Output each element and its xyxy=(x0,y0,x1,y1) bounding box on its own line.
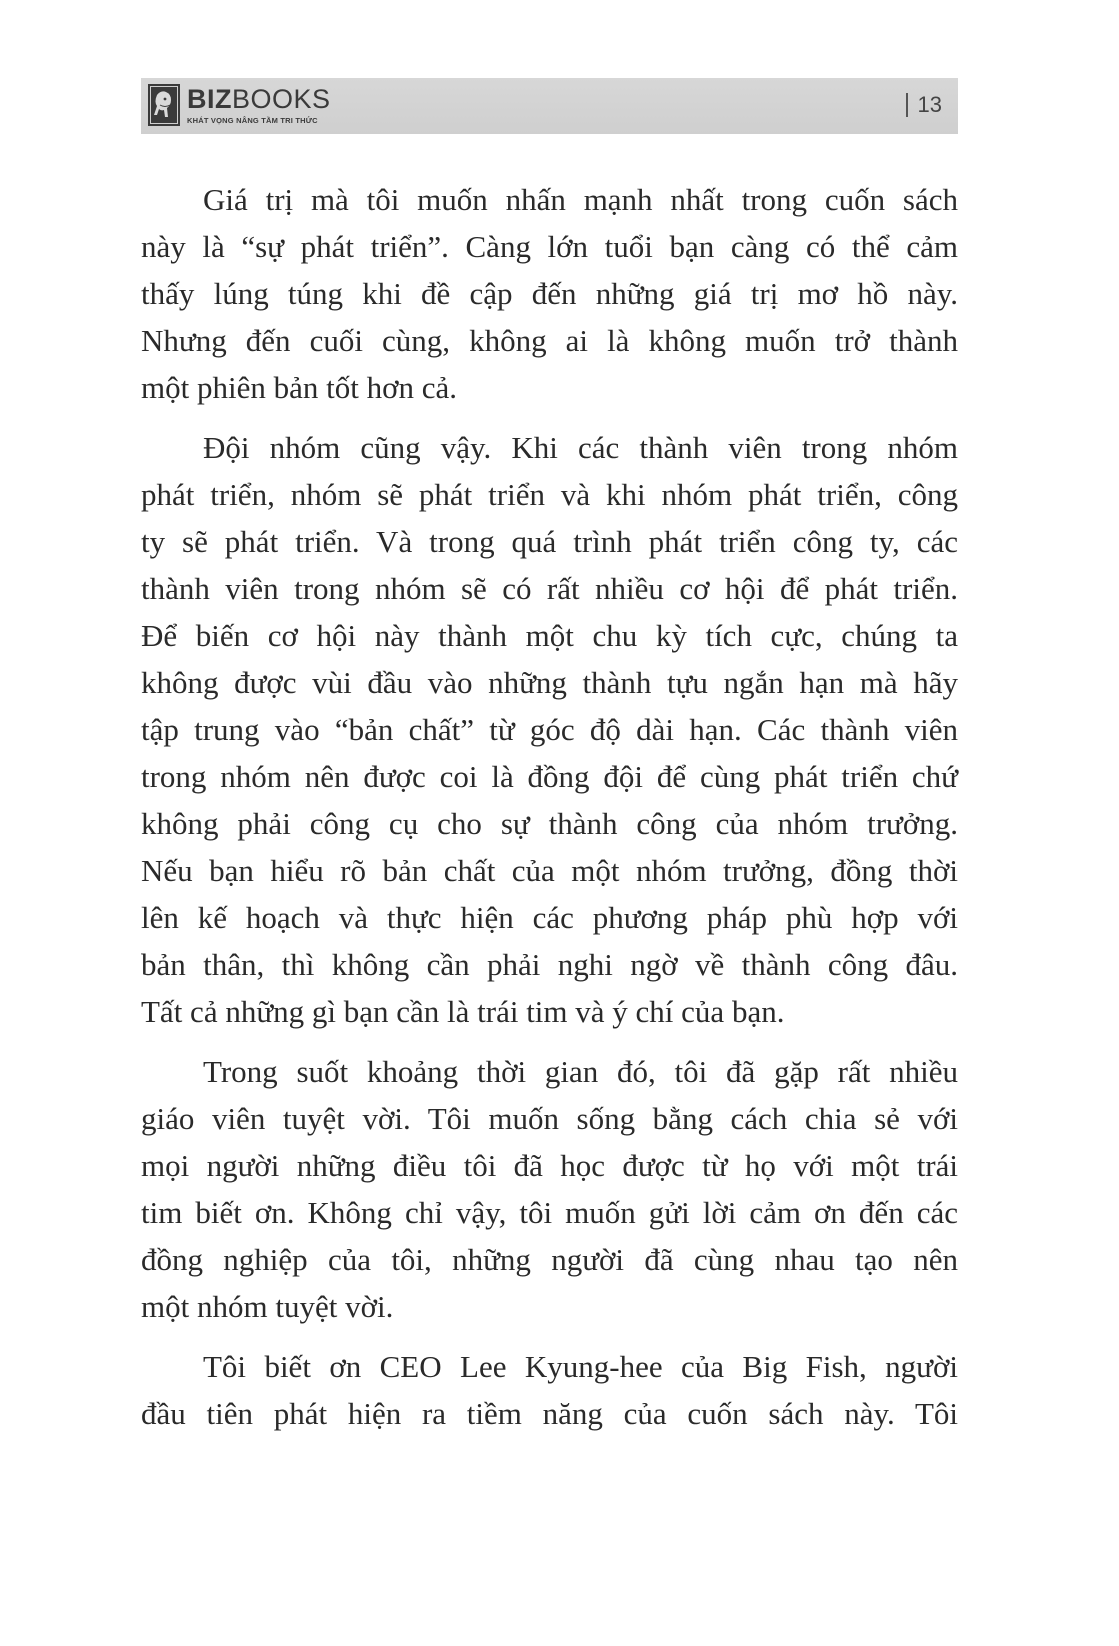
page-number xyxy=(906,92,942,118)
text-line: không phải công cụ cho sự thành công của nhóm trưởng. xyxy=(141,806,958,841)
text-line: tim biết ơn. Không chỉ vậy, tôi muốn gửi lời cảm ơn đến các xyxy=(141,1195,958,1230)
text-line: đầu tiên phát hiện ra tiềm năng của cuốn sách này. Tôi xyxy=(141,1396,958,1431)
text-line: lên kế hoạch và thực hiện các phương pháp phù hợp với xyxy=(141,900,958,935)
text-line: Trong suốt khoảng thời gian đó, tôi đã gặp rất nhiều xyxy=(203,1054,958,1089)
text-line: Nếu bạn hiểu rõ bản chất của một nhóm trưởng, đồng thời xyxy=(141,853,958,888)
paragraph xyxy=(141,176,958,411)
text-line: thành viên trong nhóm sẽ có rất nhiều cơ hội để phát triển. xyxy=(141,571,958,606)
text-line: Tất cả những gì bạn cần là trái tim và ý chí của bạn. xyxy=(141,994,785,1029)
logo-wordmark: BIZBOOKS xyxy=(187,84,331,114)
text-line: đồng nghiệp của tôi, những người đã cùng nhau tạo nên xyxy=(141,1242,958,1277)
page-number-value: 13 xyxy=(917,92,942,117)
text-line: ty sẽ phát triển. Và trong quá trình phát triển công ty, các xyxy=(141,524,958,559)
paragraph xyxy=(141,1048,958,1330)
text-line: giáo viên tuyệt vời. Tôi muốn sống bằng cách chia sẻ với xyxy=(141,1101,958,1136)
text-line: một phiên bản tốt hơn cả. xyxy=(141,370,457,405)
paragraph xyxy=(141,424,958,1035)
text-line: mọi người những điều tôi đã học được từ họ với một trái xyxy=(141,1148,958,1183)
text-line: không được vùi đầu vào những thành tựu ngắn hạn mà hãy xyxy=(141,665,958,700)
text-line: Tôi biết ơn CEO Lee Kyung-hee của Big Fish, người xyxy=(203,1349,958,1384)
text-line: trong nhóm nên được coi là đồng đội để cùng phát triển chứ xyxy=(141,759,958,794)
logo-tagline: KHÁT VỌNG NÂNG TẦM TRI THỨC xyxy=(187,116,318,125)
bizbooks-logo xyxy=(147,83,331,129)
text-line: Để biến cơ hội này thành một chu kỳ tích cực, chúng ta xyxy=(141,618,958,653)
page-header xyxy=(141,78,958,134)
text-line: bản thân, thì không cần phải nghi ngờ về thành công đâu. xyxy=(141,947,958,982)
text-line: Đội nhóm cũng vậy. Khi các thành viên trong nhóm xyxy=(203,430,958,465)
page-number-divider xyxy=(906,93,908,117)
paragraph xyxy=(141,1343,958,1437)
text-line: phát triển, nhóm sẽ phát triển và khi nhóm phát triển, công xyxy=(141,477,958,512)
text-line: thấy lúng túng khi đề cập đến những giá trị mơ hồ này. xyxy=(141,276,958,311)
text-line: một nhóm tuyệt vời. xyxy=(141,1289,394,1324)
body-text xyxy=(141,176,958,1450)
bizbooks-emblem-icon xyxy=(147,83,181,127)
text-line: Nhưng đến cuối cùng, không ai là không muốn trở thành xyxy=(141,323,958,358)
text-line: này là “sự phát triển”. Càng lớn tuổi bạn càng có thể cảm xyxy=(141,229,958,264)
text-line: Giá trị mà tôi muốn nhấn mạnh nhất trong cuốn sách xyxy=(203,182,958,217)
text-line: tập trung vào “bản chất” từ góc độ dài hạn. Các thành viên xyxy=(141,712,958,747)
